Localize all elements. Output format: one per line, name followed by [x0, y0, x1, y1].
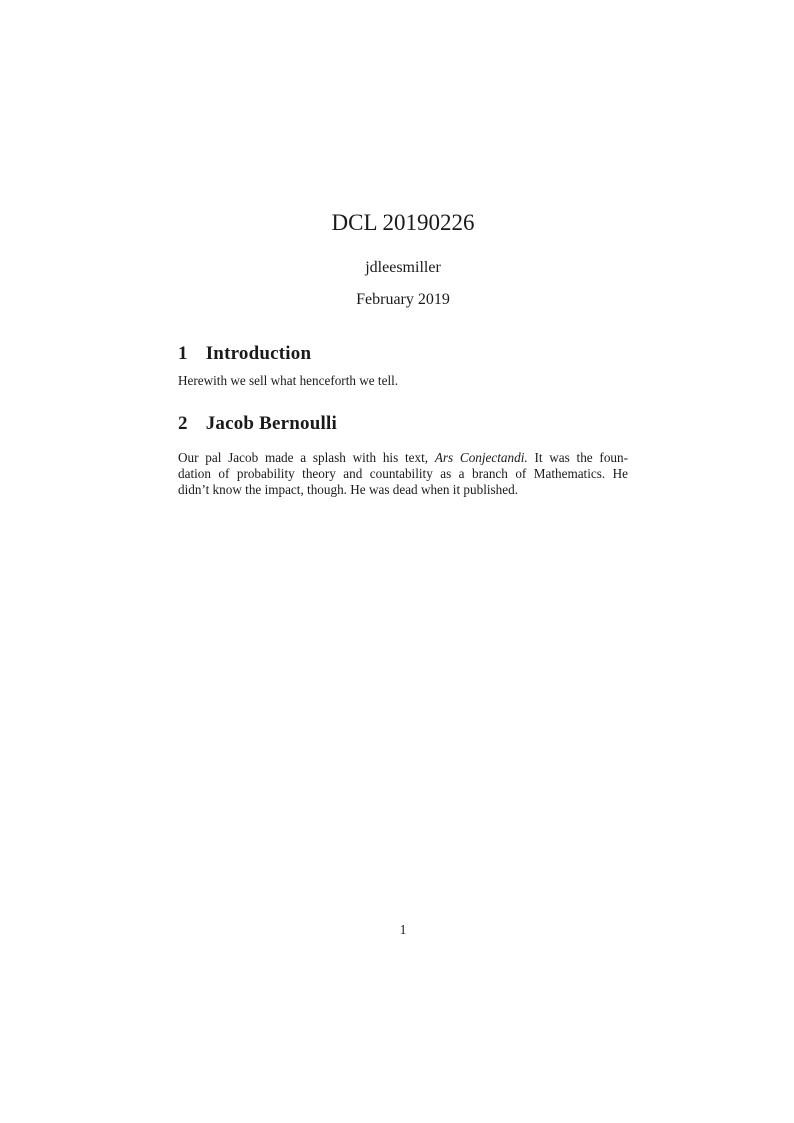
- paragraph-text: Our pal Jacob made a splash with his text,: [178, 450, 435, 465]
- document-date: February 2019: [356, 291, 450, 308]
- page-number: 1: [399, 922, 407, 937]
- paragraph-italic-book-title: Ars Conjectandi.: [434, 450, 528, 465]
- section-2-paragraph-line-3: didn’t know the impact, though. He was dead when it published.: [178, 482, 519, 497]
- paragraph-text: It was the foun-: [527, 450, 628, 465]
- section-1-title: Introduction: [205, 343, 312, 364]
- section-1-paragraph: Herewith we sell what henceforth we tell.: [178, 373, 399, 388]
- document-author: jdleesmiller: [365, 259, 441, 276]
- section-2-paragraph-line-1: [178, 450, 628, 466]
- section-1-number: 1: [178, 343, 188, 364]
- section-2-number: 2: [178, 413, 188, 434]
- section-2-heading: [178, 414, 628, 433]
- section-1-heading: [178, 344, 628, 363]
- section-2-paragraph-line-2: dation of probability theory and countability as a branch of Mathematics. He: [178, 466, 628, 481]
- section-2-title: Jacob Bernoulli: [205, 413, 337, 434]
- document-title: DCL 20190226: [331, 210, 475, 235]
